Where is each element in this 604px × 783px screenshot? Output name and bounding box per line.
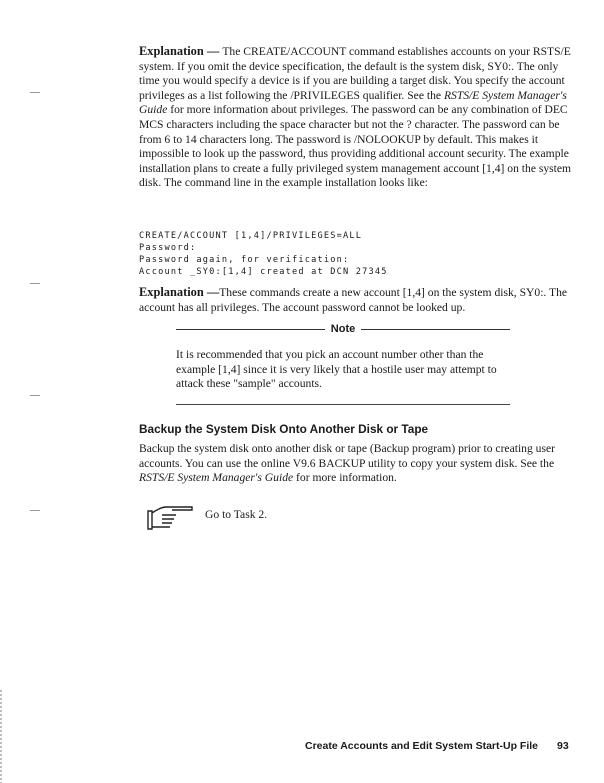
scan-mark — [30, 92, 40, 93]
text: for more information about privileges. The password can be any combination of DEC MCS characters including the space character but not the ? character. The password can be from 6 to 14 characters long. The password is /NOLOOKUP by default. This makes it impossible to look up the password, thus providing additional account security. The example installation plans to create a fully privileged system management account [1,4] on the system disk. The command line in the example installation looks like: — [139, 103, 572, 190]
code-line: CREATE/ACCOUNT [1,4]/PRIVILEGES=ALL — [139, 231, 363, 241]
note-divider — [176, 404, 510, 405]
explanation-label: Explanation — — [139, 285, 220, 299]
section-heading: Backup the System Disk Onto Another Disk or Tape — [139, 422, 429, 436]
scan-mark — [30, 510, 40, 511]
text: Backup the system disk onto another disk or tape (Backup program) prior to creating user accounts. You can use the online V9.6 BACKUP utility to copy your system disk. See the — [139, 442, 555, 470]
scan-edge — [0, 690, 2, 783]
scan-mark — [30, 283, 40, 284]
code-block — [139, 230, 388, 278]
page-number: 93 — [557, 740, 569, 752]
note-title: Note — [330, 323, 356, 335]
note-header — [176, 323, 510, 335]
backup-paragraph — [139, 442, 579, 486]
scan-mark — [30, 395, 40, 396]
code-line: Password: — [139, 243, 197, 253]
guide-title: RSTS/E System Manager's Guide — [139, 88, 567, 117]
goto-instruction: Go to Task 2. — [205, 508, 268, 521]
explanation-paragraph-1 — [139, 44, 579, 191]
text: for more information. — [293, 471, 397, 485]
explanation-paragraph-2 — [139, 285, 579, 315]
code-line: Password again, for verification: — [139, 255, 350, 265]
guide-title: RSTS/E System Manager's Guide — [139, 471, 294, 485]
pointing-hand-icon — [146, 503, 196, 531]
explanation-label: Explanation — — [139, 44, 223, 58]
footer-title: Create Accounts and Edit System Start-Up File — [305, 740, 538, 752]
text: The CREATE/ACCOUNT command establishes accounts on your RSTS/E system. If you omit the device specification, the default is the system disk, SY0:. The only time you would specify a device is if you are building a target disk. You specify the account privileges as a list following the /PRIVILEGES qualifier. See the — [139, 45, 571, 102]
code-line: Account _SY0:[1,4] created at DCN 27345 — [139, 267, 388, 277]
note-text: It is recommended that you pick an account number other than the example [1,4] since it is very likely that a hostile user may attempt to attack these "sample" accounts. — [176, 348, 497, 391]
text: These commands create a new account [1,4] on the system disk, SY0:. The account has all privileges. The account password cannot be looked up. — [139, 286, 568, 314]
